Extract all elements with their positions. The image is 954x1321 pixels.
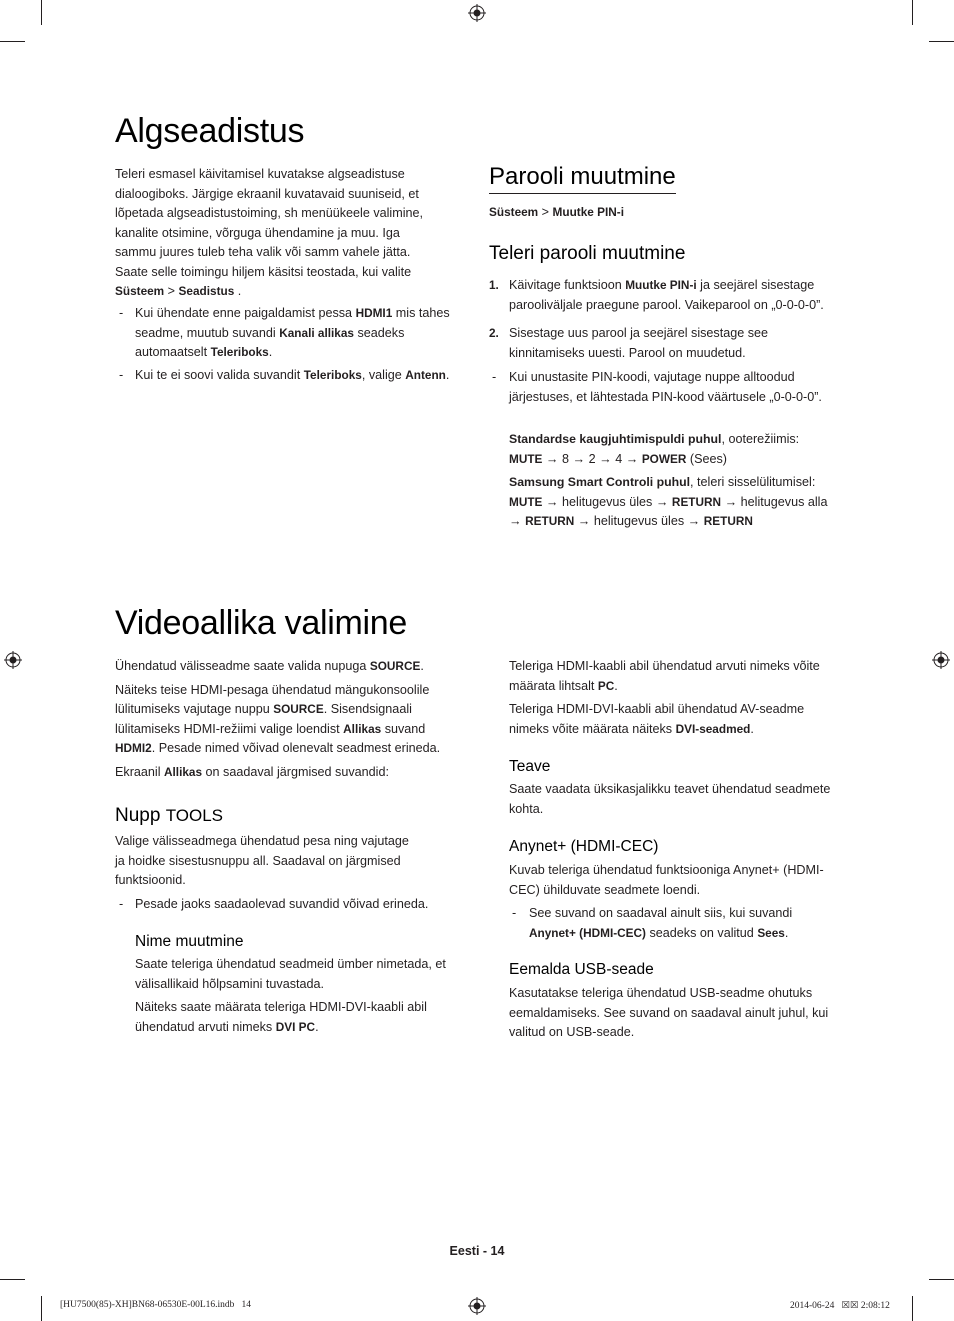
crop-mark: [929, 41, 954, 42]
crop-mark: [41, 1296, 42, 1321]
algseadistus-note-2: - Kui te ei soovi valida suvandit Teleriboks, valige Antenn.: [119, 368, 450, 382]
subsection-title-tools: Nupp TOOLS: [115, 805, 224, 826]
section-title-video: Videoallika valimine: [115, 604, 407, 642]
subsection-title-usb: Eemalda USB-seade: [509, 961, 654, 978]
crop-mark: [0, 41, 25, 42]
registration-mark-icon: [468, 1297, 486, 1315]
registration-mark-icon: [468, 4, 486, 22]
parool-note: - Kui unustasite PIN-koodi, vajutage nuppe alltoodud järjestuses, et lähtestada PIN-kood väärtusele „0-0-0-0”.: [492, 370, 822, 404]
section-title-parool-wrap: [489, 163, 676, 194]
video-p1: Ühendatud välisseadme saate valida nupuga SOURCE.: [115, 659, 424, 673]
algseadistus-note-1: - Kui ühendate enne paigaldamist pessa HDMI1 mis tahes seadme, muutub suvandi Kanali allikas seadeks automaatselt Teleriboks.: [119, 306, 450, 359]
video-right-column: Teleriga HDMI-kaabli abil ühendatud arvuti nimeks võite määrata lihtsalt PC. Teleriga HDMI-DVI-kaabli abil ühendatud AV-seadme nimeks võite määrata näiteks DVI-seadmed.: [509, 659, 820, 736]
teave-paragraph: Saate vaadata üksikasjalikku teavet ühendatud seadmete kohta.: [509, 782, 831, 816]
section-title-algseadistus: Algseadistus: [115, 112, 305, 150]
step-2: 2. Sisestage uus parool ja seejärel sisestage see kinnitamiseks uuesti. Parool on muudetud.: [489, 326, 769, 360]
section-title-parool: Parooli muutmine: [489, 163, 676, 194]
print-info-left: [HU7500(85)-XH]BN68-06530E-00L16.indb 14: [60, 1300, 252, 1310]
subsection-title-anynet: Anynet+ (HDMI-CEC): [509, 838, 659, 855]
algseadistus-intro: Teleri esmasel käivitamisel kuvatakse algseadistuse dialoogiboks. Järgige ekraanil kuvatavaid suuniseid, et lõpetada algseadistustoiming, sh menüükeele valimine, kanalite otsimine, võrguga ühendamine ja muu. Iga sammu juures tuleb teha valik või samm vahele jätta. Saate selle toimingu hiljem käsitsi teostada, kui valite Süsteem > Seadistus .: [115, 167, 424, 298]
registration-mark-icon: [932, 651, 950, 669]
tools-note: - Pesade jaoks saadaolevad suvandid võivad erineda.: [119, 897, 429, 911]
algseadistus-body: [115, 165, 435, 302]
crop-mark: [912, 1296, 913, 1321]
nime-body: Saate teleriga ühendatud seadmeid ümber nimetada, et välisallikaid hõlpsamini tuvastada. Näiteks saate määrata teleriga HDMI-DVI-kaabli abil ühendatud arvuti nimeks DVI PC.: [135, 957, 446, 1034]
smart-control-block: Samsung Smart Controli puhul, teleri sisselülitumisel: MUTE → helitugevus üles → RETURN → helitugevus alla → RETURN → helitugevus üles → RETURN: [509, 475, 828, 528]
registration-mark-icon: [4, 651, 22, 669]
subsection-title-teave: Teave: [509, 758, 551, 775]
step-1: 1. Käivitage funktsioon Muutke PIN-i ja seejärel sisestage parooliväljale praegune parool. Vaikeparool on „0-0-0-0”.: [489, 278, 824, 312]
crop-mark: [929, 1279, 954, 1280]
usb-paragraph: Kasutatakse teleriga ühendatud USB-seadme ohutuks eemaldamiseks. See suvand on saadaval ainult juhul, kui valitud on USB-seade.: [509, 986, 829, 1039]
subsection-title-teleri-parool: Teleri parooli muutmine: [489, 243, 686, 264]
page-number: Eesti - 14: [449, 1244, 505, 1258]
tools-paragraph: Valige välisseadmega ühendatud pesa ning vajutage ja hoidke sisestusnuppu all. Saadaval on järgmised funktsioonid.: [115, 834, 409, 887]
video-p3: Ekraanil Allikas on saadaval järgmised suvandid:: [115, 764, 389, 779]
menu-path: Süsteem > Muutke PIN-i: [489, 205, 624, 219]
anynet-paragraph: Kuvab teleriga ühendatud funktsiooniga Anynet+ (HDMI-CEC) ühilduvate seadmete loendi.: [509, 863, 824, 897]
subsection-title-nime: Nime muutmine: [135, 933, 244, 950]
print-info-right: 2014-06-24 ☒☒ 2:08:12: [790, 1301, 890, 1311]
video-p2: Näiteks teise HDMI-pesaga ühendatud mängukonsoolile lülitumiseks vajutage nuppu SOURCE. Sisendsignaali lülitamiseks HDMI-režiimi valige loendist Allikas suvand HDMI2. Pesade nimed võivad olenevalt seadmest erineda.: [115, 682, 441, 755]
crop-mark: [912, 0, 913, 25]
video-left-column: [115, 657, 450, 782]
standard-remote-block: Standardse kaugjuhtimispuldi puhul, ooterežiimis: MUTE → 8 → 2 → 4 → POWER (Sees): [509, 432, 800, 466]
crop-mark: [41, 0, 42, 25]
anynet-note: - See suvand on saadaval ainult siis, kui suvandi Anynet+ (HDMI-CEC) seadeks on valitud Sees.: [512, 906, 793, 940]
crop-mark: [0, 1279, 25, 1280]
